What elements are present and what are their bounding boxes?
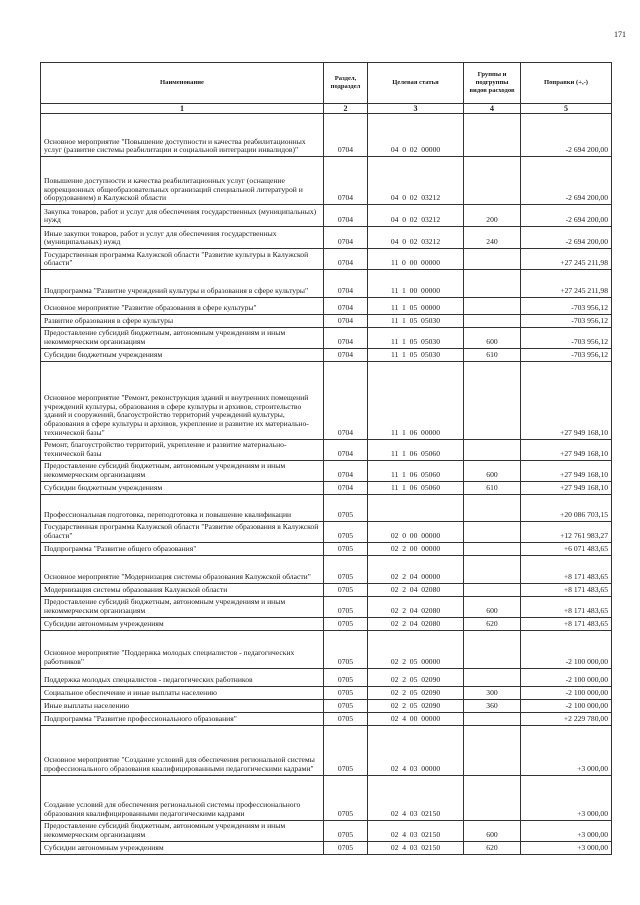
row-section: 0705 bbox=[324, 686, 368, 699]
row-group bbox=[464, 362, 521, 440]
table-row bbox=[41, 114, 612, 157]
row-amount: +3 000,00 bbox=[521, 820, 612, 841]
row-group bbox=[464, 270, 521, 298]
row-amount: +3 000,00 bbox=[521, 775, 612, 820]
row-section: 0705 bbox=[324, 699, 368, 712]
row-group bbox=[464, 712, 521, 725]
row-amount: +2 229 780,00 bbox=[521, 712, 612, 725]
row-amount: -2 100 000,00 bbox=[521, 630, 612, 668]
row-section: 0704 bbox=[324, 298, 368, 315]
row-group: 600 bbox=[464, 597, 521, 618]
table-body bbox=[41, 114, 612, 854]
row-name: Основное мероприятие "Повышение доступности и качества реабилитационных услуг (развитие системы реабилитации и социальной интеграции инвалидов)" bbox=[41, 114, 324, 157]
row-group bbox=[464, 298, 521, 315]
row-article: 02 4 00 00000 bbox=[368, 712, 464, 725]
row-name: Субсидии бюджетным учреждениям bbox=[41, 482, 324, 495]
table-row bbox=[41, 584, 612, 597]
row-amount: +27 949 168,10 bbox=[521, 362, 612, 440]
row-amount: -2 694 200,00 bbox=[521, 227, 612, 249]
row-article: 02 4 03 00000 bbox=[368, 725, 464, 775]
row-name: Иные выплаты населению bbox=[41, 699, 324, 712]
row-article: 04 0 02 00000 bbox=[368, 114, 464, 157]
header-group: Группы и подгруппы видов расходов bbox=[464, 63, 521, 104]
table-row bbox=[41, 157, 612, 205]
row-name: Предоставление субсидий бюджетным, автономным учреждениям и иным некоммерческим организациям bbox=[41, 820, 324, 841]
row-section: 0705 bbox=[324, 712, 368, 725]
row-name: Основное мероприятие "Развитие образования в сфере культуры" bbox=[41, 298, 324, 315]
row-amount: -2 100 000,00 bbox=[521, 668, 612, 686]
row-name: Создание условий для обеспечения региональной системы профессионального образования квалифицированными педагогическими кадрами bbox=[41, 775, 324, 820]
row-name: Основное мероприятие "Поддержка молодых специалистов - педагогических работников" bbox=[41, 630, 324, 668]
row-group bbox=[464, 584, 521, 597]
table-row bbox=[41, 482, 612, 495]
table-row bbox=[41, 668, 612, 686]
row-name: Иные закупки товаров, работ и услуг для обеспечения государственных (муниципальных) нужд bbox=[41, 227, 324, 249]
row-name: Подпрограмма "Развитие общего образования" bbox=[41, 543, 324, 556]
row-name: Основное мероприятие "Создание условий для обеспечения региональной системы профессионального образования квалифицированными педагогическими кадрами" bbox=[41, 725, 324, 775]
row-section: 0705 bbox=[324, 584, 368, 597]
row-amount: +27 245 211,98 bbox=[521, 270, 612, 298]
row-article: 11 1 05 00000 bbox=[368, 298, 464, 315]
table-row bbox=[41, 270, 612, 298]
column-number: 3 bbox=[368, 104, 464, 114]
row-section: 0704 bbox=[324, 461, 368, 482]
table-row bbox=[41, 820, 612, 841]
row-section: 0705 bbox=[324, 841, 368, 854]
row-group: 610 bbox=[464, 482, 521, 495]
row-group: 360 bbox=[464, 699, 521, 712]
row-amount: +27 949 168,10 bbox=[521, 461, 612, 482]
row-section: 0705 bbox=[324, 617, 368, 630]
row-name: Ремонт, благоустройство территорий, укрепление и развитие материально-технической базы bbox=[41, 440, 324, 461]
row-amount: -2 694 200,00 bbox=[521, 157, 612, 205]
table-row bbox=[41, 556, 612, 584]
row-section: 0705 bbox=[324, 495, 368, 522]
row-group bbox=[464, 440, 521, 461]
row-section: 0705 bbox=[324, 668, 368, 686]
row-article: 04 0 02 03212 bbox=[368, 227, 464, 249]
row-name: Профессиональная подготовка, переподготовка и повышение квалификации bbox=[41, 495, 324, 522]
row-article: 02 2 04 02080 bbox=[368, 617, 464, 630]
row-amount: +3 000,00 bbox=[521, 841, 612, 854]
row-section: 0704 bbox=[324, 315, 368, 328]
row-amount: +20 086 703,15 bbox=[521, 495, 612, 522]
row-article: 02 2 05 02090 bbox=[368, 699, 464, 712]
table-row bbox=[41, 775, 612, 820]
row-group: 620 bbox=[464, 617, 521, 630]
header-section: Раздел, подраздел bbox=[324, 63, 368, 104]
table-row bbox=[41, 249, 612, 270]
row-amount: -703 956,12 bbox=[521, 315, 612, 328]
row-group: 610 bbox=[464, 349, 521, 362]
row-article: 02 2 05 02090 bbox=[368, 668, 464, 686]
row-name: Основное мероприятие "Модернизация системы образования Калужской области" bbox=[41, 556, 324, 584]
row-article: 02 2 04 02080 bbox=[368, 597, 464, 618]
row-section: 0704 bbox=[324, 482, 368, 495]
row-amount: +8 171 483,65 bbox=[521, 556, 612, 584]
table-row bbox=[41, 712, 612, 725]
row-article bbox=[368, 495, 464, 522]
row-group bbox=[464, 249, 521, 270]
row-article: 02 2 04 02080 bbox=[368, 584, 464, 597]
row-section: 0705 bbox=[324, 820, 368, 841]
page-number: 171 bbox=[614, 30, 626, 39]
header-name: Наименование bbox=[41, 63, 324, 104]
column-number: 4 bbox=[464, 104, 521, 114]
table-row bbox=[41, 495, 612, 522]
row-amount: +12 761 983,27 bbox=[521, 522, 612, 543]
column-number: 2 bbox=[324, 104, 368, 114]
row-name: Социальное обеспечение и иные выплаты населению bbox=[41, 686, 324, 699]
row-section: 0705 bbox=[324, 522, 368, 543]
row-name: Развитие образования в сфере культуры bbox=[41, 315, 324, 328]
row-article: 04 0 02 03212 bbox=[368, 157, 464, 205]
row-article: 02 2 05 02090 bbox=[368, 686, 464, 699]
row-article: 02 0 00 00000 bbox=[368, 522, 464, 543]
table-row bbox=[41, 315, 612, 328]
row-article: 02 2 04 00000 bbox=[368, 556, 464, 584]
table-row bbox=[41, 699, 612, 712]
table-row bbox=[41, 298, 612, 315]
row-name: Поддержка молодых специалистов - педагогических работников bbox=[41, 668, 324, 686]
table-row bbox=[41, 522, 612, 543]
table-row bbox=[41, 630, 612, 668]
header-row bbox=[41, 63, 612, 104]
table-row bbox=[41, 686, 612, 699]
row-amount: +3 000,00 bbox=[521, 725, 612, 775]
row-amount: -2 100 000,00 bbox=[521, 686, 612, 699]
row-section: 0704 bbox=[324, 227, 368, 249]
row-amount: +27 949 168,10 bbox=[521, 440, 612, 461]
row-article: 11 1 05 05030 bbox=[368, 328, 464, 349]
row-article: 11 1 06 00000 bbox=[368, 362, 464, 440]
row-name: Подпрограмма "Развитие учреждений культуры и образования в сфере культуры" bbox=[41, 270, 324, 298]
row-group: 240 bbox=[464, 227, 521, 249]
table-row bbox=[41, 328, 612, 349]
table-row bbox=[41, 227, 612, 249]
row-amount: -703 956,12 bbox=[521, 328, 612, 349]
table-row bbox=[41, 461, 612, 482]
row-section: 0705 bbox=[324, 597, 368, 618]
table-row bbox=[41, 543, 612, 556]
row-name: Субсидии бюджетным учреждениям bbox=[41, 349, 324, 362]
row-amount: -2 694 200,00 bbox=[521, 205, 612, 227]
row-name: Основное мероприятие "Ремонт, реконструкция зданий и внутренних помещений учреждений культуры, образования в сфере культуры и архивов, строительство зданий и сооружений, благоустройство территорий учреждений культуры, образования в сфере культуры и архивов, укрепление и развитие их материально-технической базы" bbox=[41, 362, 324, 440]
row-group: 600 bbox=[464, 820, 521, 841]
row-section: 0705 bbox=[324, 556, 368, 584]
column-number: 5 bbox=[521, 104, 612, 114]
row-group: 600 bbox=[464, 461, 521, 482]
row-group bbox=[464, 495, 521, 522]
row-article: 02 2 05 00000 bbox=[368, 630, 464, 668]
row-article: 04 0 02 03212 bbox=[368, 205, 464, 227]
table-row bbox=[41, 349, 612, 362]
row-amount: +8 171 483,65 bbox=[521, 584, 612, 597]
row-group: 300 bbox=[464, 686, 521, 699]
row-group bbox=[464, 630, 521, 668]
row-group: 200 bbox=[464, 205, 521, 227]
row-group bbox=[464, 668, 521, 686]
row-name: Субсидии автономным учреждениям bbox=[41, 617, 324, 630]
row-name: Повышение доступности и качества реабилитационных услуг (оснащение коррекционных общеобразовательных организаций специальной литературой и оборудованием) в Калужской области bbox=[41, 157, 324, 205]
row-article: 02 4 03 02150 bbox=[368, 841, 464, 854]
row-section: 0704 bbox=[324, 362, 368, 440]
row-section: 0704 bbox=[324, 349, 368, 362]
row-amount: -2 694 200,00 bbox=[521, 114, 612, 157]
table-row bbox=[41, 725, 612, 775]
row-amount: +8 171 483,65 bbox=[521, 597, 612, 618]
budget-amendments-table bbox=[40, 62, 612, 855]
row-section: 0704 bbox=[324, 205, 368, 227]
table-row bbox=[41, 841, 612, 854]
row-section: 0705 bbox=[324, 775, 368, 820]
row-group bbox=[464, 315, 521, 328]
header-amount: Поправки (+,-) bbox=[521, 63, 612, 104]
row-name: Модернизация системы образования Калужской области bbox=[41, 584, 324, 597]
row-group bbox=[464, 775, 521, 820]
header-article: Целевая статья bbox=[368, 63, 464, 104]
table-row bbox=[41, 617, 612, 630]
row-amount: -2 100 000,00 bbox=[521, 699, 612, 712]
row-section: 0705 bbox=[324, 725, 368, 775]
table-row bbox=[41, 205, 612, 227]
row-article: 11 1 06 05060 bbox=[368, 440, 464, 461]
row-name: Предоставление субсидий бюджетным, автономным учреждениям и иным некоммерческим организациям bbox=[41, 328, 324, 349]
row-group: 600 bbox=[464, 328, 521, 349]
table-row bbox=[41, 440, 612, 461]
row-section: 0704 bbox=[324, 440, 368, 461]
row-name: Предоставление субсидий бюджетным, автономным учреждениям и иным некоммерческим организациям bbox=[41, 597, 324, 618]
row-name: Государственная программа Калужской области "Развитие культуры в Калужской области" bbox=[41, 249, 324, 270]
row-group bbox=[464, 114, 521, 157]
row-name: Предоставление субсидий бюджетным, автономным учреждениям и иным некоммерческим организациям bbox=[41, 461, 324, 482]
row-article: 02 4 03 02150 bbox=[368, 820, 464, 841]
row-name: Субсидии автономным учреждениям bbox=[41, 841, 324, 854]
row-amount: +27 245 211,98 bbox=[521, 249, 612, 270]
row-section: 0704 bbox=[324, 249, 368, 270]
row-article: 02 4 03 02150 bbox=[368, 775, 464, 820]
row-article: 02 2 00 00000 bbox=[368, 543, 464, 556]
table-row bbox=[41, 362, 612, 440]
row-group: 620 bbox=[464, 841, 521, 854]
row-group bbox=[464, 725, 521, 775]
row-section: 0704 bbox=[324, 328, 368, 349]
row-amount: +6 071 483,65 bbox=[521, 543, 612, 556]
row-group bbox=[464, 543, 521, 556]
row-group bbox=[464, 556, 521, 584]
column-number: 1 bbox=[41, 104, 324, 114]
row-amount: +8 171 483,65 bbox=[521, 617, 612, 630]
row-name: Подпрограмма "Развитие профессионального образования" bbox=[41, 712, 324, 725]
row-name: Государственная программа Калужской области "Развитие образования в Калужской области" bbox=[41, 522, 324, 543]
column-number-row bbox=[41, 104, 612, 114]
row-article: 11 1 06 05060 bbox=[368, 461, 464, 482]
row-section: 0704 bbox=[324, 114, 368, 157]
row-article: 11 1 05 05030 bbox=[368, 315, 464, 328]
row-article: 11 1 00 00000 bbox=[368, 270, 464, 298]
row-section: 0704 bbox=[324, 157, 368, 205]
row-name: Закупка товаров, работ и услуг для обеспечения государственных (муниципальных) нужд bbox=[41, 205, 324, 227]
row-section: 0705 bbox=[324, 630, 368, 668]
row-article: 11 1 06 05060 bbox=[368, 482, 464, 495]
row-group bbox=[464, 522, 521, 543]
row-article: 11 0 00 00000 bbox=[368, 249, 464, 270]
row-section: 0704 bbox=[324, 270, 368, 298]
row-amount: +27 949 168,10 bbox=[521, 482, 612, 495]
row-section: 0705 bbox=[324, 543, 368, 556]
row-amount: -703 956,12 bbox=[521, 298, 612, 315]
row-amount: -703 956,12 bbox=[521, 349, 612, 362]
table-row bbox=[41, 597, 612, 618]
row-group bbox=[464, 157, 521, 205]
row-article: 11 1 05 05030 bbox=[368, 349, 464, 362]
